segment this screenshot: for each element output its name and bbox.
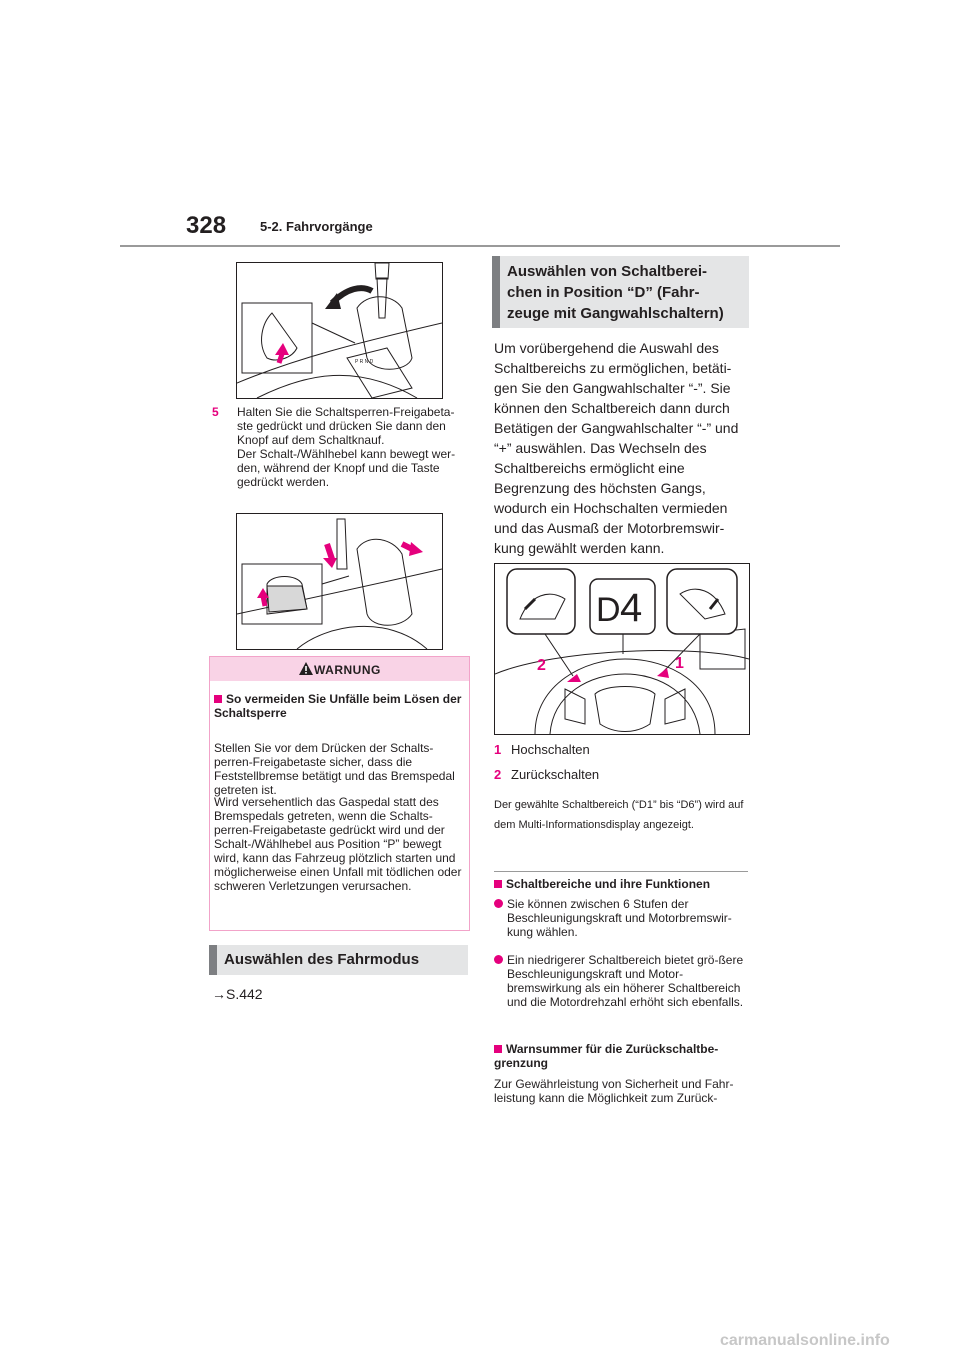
page-reference-link[interactable]: →S.442	[212, 986, 263, 1002]
shift-lock-release-illustration	[236, 262, 443, 399]
warning-triangle-icon	[298, 661, 314, 676]
section-divider	[494, 871, 748, 872]
heading-line: Auswählen von Schaltberei-	[507, 263, 708, 280]
page-number: 328	[186, 212, 227, 239]
shift-knob-button-illustration	[236, 513, 443, 650]
bullet-item: Ein niedrigerer Schaltbereich bietet grö-ßere Beschleunigungskraft und Motor-bremswirkung als ein höherer Schaltbereich und die Motordrehzahl erhöht sich ebenfalls.	[494, 953, 750, 1009]
square-bullet-icon	[494, 1045, 502, 1053]
legend-item-downshift: 2 Zurückschalten	[494, 767, 600, 782]
closing-paragraph: Zur Gewährleistung von Sicherheit und Fahr-leistung kann die Möglichkeit zum Zurück-	[494, 1077, 734, 1105]
square-bullet-icon	[214, 695, 222, 703]
header-divider	[120, 245, 840, 247]
heading-line: zeuge mit Gangwahlschaltern)	[507, 305, 724, 322]
callout-1: 1	[675, 655, 684, 672]
subheading-warnsummer: Warnsummer für die Zurückschaltbe-grenzung	[494, 1042, 719, 1070]
round-bullet-icon	[494, 899, 503, 908]
section-heading-schaltbereich	[492, 256, 749, 328]
intro-paragraph: Um vorübergehend die Auswahl des Schaltbereichs zu ermöglichen, betäti-gen Sie den Gangwahlschalter “-”. Sie können den Schaltbereich dann durch Betätigen der Gangwahlschalter “-” und “+” auswählen. Das Wechseln des Schaltbereichs ermöglicht eine Begrenzung des höchsten Gangs, wodurch ein Hochschalten vermieden und das Ausmaß der Motorbremswir-kung gewählt werden kann.	[494, 340, 739, 556]
display-note: Der gewählte Schaltbereich (“D1” bis “D6”) wird auf dem Multi-Informationsdisplay angezeigt.	[494, 799, 744, 831]
step-number: 5	[212, 405, 219, 419]
square-bullet-icon	[494, 880, 502, 888]
watermark: carmanualsonline.info	[720, 1332, 890, 1349]
subheading-schaltbereiche: Schaltbereiche und ihre Funktionen	[494, 877, 750, 891]
warning-box	[209, 656, 470, 931]
heading-line: chen in Position “D” (Fahr-	[507, 284, 700, 301]
warning-title: WARNUNG	[314, 663, 381, 677]
section-title: 5-2. Fahrvorgänge	[260, 219, 373, 234]
display-gear-letter: D	[596, 591, 621, 629]
step-5	[212, 405, 468, 489]
warning-paragraph-2: Wird versehentlich das Gaspedal statt des Bremspedals getreten, wenn die Schalts-perren-Freigabetaste gedrückt wird und der Schalt-/Wählhebel aus Position “P” bewegt wird, kann das Fahrzeug plötzlich starten und möglicherweise einen Unfall mit tödlichen oder schweren Verletzungen verursachen.	[214, 795, 462, 893]
display-gear-number: 4	[620, 586, 643, 630]
round-bullet-icon	[494, 955, 503, 964]
svg-text:P R N D: P R N D	[355, 359, 374, 365]
step-text: Halten Sie die Schaltsperren-Freigabeta-ste gedrückt und drücken Sie dann den Knopf auf dem Schaltknauf.	[237, 405, 455, 447]
callout-2: 2	[537, 657, 546, 674]
legend-item-upshift: 1 Hochschalten	[494, 742, 590, 757]
section-heading-fahrmodus: Auswählen des Fahrmodus	[209, 945, 468, 975]
warning-header	[210, 657, 469, 681]
paddle-shifter-illustration	[494, 563, 750, 735]
warning-subtitle: So vermeiden Sie Unfälle beim Lösen der Schaltsperre	[214, 692, 462, 720]
warning-paragraph-1: Stellen Sie vor dem Drücken der Schalts-perren-Freigabetaste sicher, dass die Feststellbremse betätigt und das Bremspedal getreten ist.	[214, 741, 455, 797]
step-text-2: Der Schalt-/Wählhebel kann bewegt wer-den, während der Knopf und die Taste gedrückt werden.	[237, 447, 456, 489]
bullet-item: Sie können zwischen 6 Stufen der Beschleunigungskraft und Motorbremswir-kung wählen.	[494, 897, 750, 939]
